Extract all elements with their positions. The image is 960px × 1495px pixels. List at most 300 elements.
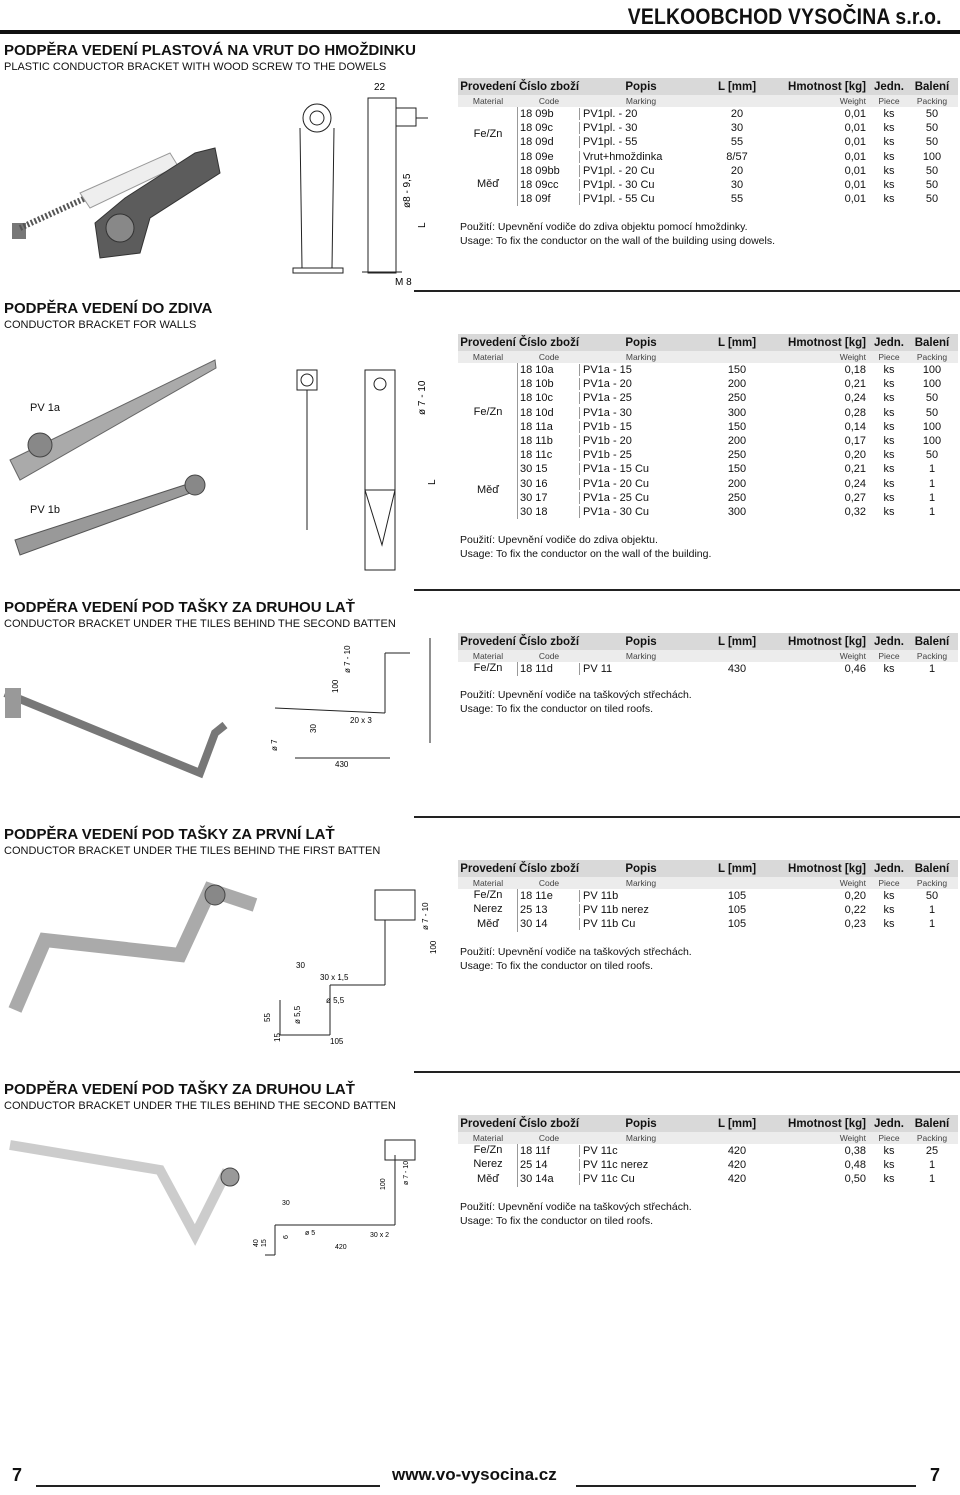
code-cell: 18 11f: [518, 1145, 580, 1157]
table-row: [518, 406, 958, 420]
wall-bracket-figure: [0, 340, 440, 570]
marking-cell: PV1a - 20 Cu: [583, 477, 650, 490]
unit-cell: ks: [883, 1159, 895, 1172]
packing-cell: 50: [925, 890, 939, 903]
code-cell: 18 09f: [518, 193, 580, 205]
th-material-en: Material: [472, 651, 504, 661]
material-label: Měď: [476, 178, 500, 191]
packing-cell: 50: [925, 392, 939, 405]
th-code: Číslo zboží: [518, 635, 580, 648]
weight-cell: 0,27: [844, 491, 866, 504]
section-subtitle: PLASTIC CONDUCTOR BRACKET WITH WOOD SCREW TO THE DOWELS: [4, 61, 387, 73]
weight-cell: 0,23: [844, 918, 866, 931]
th-code-en: Code: [538, 878, 560, 888]
packing-cell: 100: [922, 364, 942, 377]
section-subtitle: CONDUCTOR BRACKET UNDER THE TILES BEHIND THE SECOND BATTEN: [4, 1100, 396, 1112]
table-row: [518, 363, 958, 377]
length-cell: 420: [727, 1173, 747, 1186]
usage-cz: Použití: Upevnění vodiče do zdiva objektu.: [460, 534, 658, 546]
th-length: L [mm]: [717, 336, 757, 349]
th-marking: Popis: [625, 336, 657, 349]
unit-cell: ks: [883, 918, 895, 931]
first-batten-photo: [15, 885, 255, 1010]
table-row: [518, 1158, 958, 1172]
th-unit-en: Piece: [878, 878, 900, 888]
pv1b-photo: [15, 475, 205, 555]
th-length: L [mm]: [717, 862, 757, 875]
tile-bracket-drawing: [275, 638, 430, 758]
second-batten-photo: [10, 1145, 239, 1235]
th-packing-en: Packing: [916, 352, 948, 362]
packing-cell: 50: [925, 449, 939, 462]
dim-label: 20 x 3: [350, 716, 372, 725]
th-packing: Balení: [914, 862, 950, 875]
th-kg: [kg]: [844, 635, 866, 648]
table-row: [518, 135, 958, 149]
weight-cell: 0,20: [844, 890, 866, 903]
unit-cell: ks: [883, 491, 895, 504]
weight-cell: 0,24: [844, 392, 866, 405]
data-rows: [518, 107, 958, 206]
packing-cell: 1: [928, 918, 936, 931]
unit-cell: ks: [883, 663, 895, 676]
length-cell: 20: [730, 108, 744, 121]
packing-cell: 100: [922, 435, 942, 448]
packing-cell: 50: [925, 108, 939, 121]
product-table: [458, 1115, 958, 1187]
th-marking: Popis: [625, 80, 657, 93]
code-cell: 25 13: [518, 904, 580, 916]
section-subtitle: CONDUCTOR BRACKET UNDER THE TILES BEHIND THE FIRST BATTEN: [4, 845, 381, 857]
dim-label: 420: [335, 1244, 347, 1251]
usage-cz: Použití: Upevnění vodiče na taškových střechách.: [460, 689, 692, 701]
table-body: [458, 889, 958, 932]
unit-cell: ks: [883, 150, 895, 163]
table-row: [518, 420, 958, 434]
packing-cell: 100: [922, 420, 942, 433]
marking-cell: PV1a - 30 Cu: [583, 505, 650, 518]
material-label: Měď: [476, 1172, 500, 1185]
section-divider: [414, 816, 960, 818]
length-cell: 105: [727, 890, 747, 903]
code-cell: 18 09c: [518, 122, 580, 134]
packing-cell: 1: [928, 1173, 936, 1186]
table-header-cz: [458, 860, 958, 877]
dim-label: 30 x 1,5: [320, 973, 349, 982]
dim-label: 40: [253, 1239, 260, 1247]
length-cell: 30: [730, 122, 744, 135]
code-cell: 18 11c: [518, 449, 580, 461]
usage-text: [460, 688, 692, 716]
length-cell: 55: [730, 136, 744, 149]
weight-cell: 0,28: [844, 406, 866, 419]
length-cell: 420: [727, 1145, 747, 1158]
material-label: Fe/Zn: [473, 405, 503, 418]
th-code: Číslo zboží: [518, 1117, 580, 1130]
th-weight-en: Weight: [839, 878, 866, 888]
th-material-en: Material: [472, 352, 504, 362]
th-weight: Hmotnost: [788, 862, 842, 875]
th-material: Provedení: [460, 1117, 516, 1130]
code-cell: 18 11d: [518, 663, 580, 675]
dim-label: 30 x 2: [370, 1232, 390, 1239]
th-unit: Jedn.: [873, 1117, 905, 1130]
data-rows: [518, 889, 958, 932]
th-code-en: Code: [538, 96, 560, 106]
table-header-cz: [458, 334, 958, 351]
usage-en: Usage: To fix the conductor on the wall of the building using dowels.: [460, 235, 775, 247]
table-body: [458, 662, 958, 676]
unit-cell: ks: [883, 364, 895, 377]
section-divider: [414, 290, 960, 292]
length-cell: 8/57: [726, 150, 748, 163]
table-header-en: [458, 1132, 958, 1144]
weight-cell: 0,01: [844, 179, 866, 192]
length-cell: 200: [727, 477, 747, 490]
code-cell: 18 10d: [518, 407, 580, 419]
length-cell: 150: [727, 364, 747, 377]
th-weight: Hmotnost: [788, 80, 842, 93]
packing-cell: 1: [928, 1159, 936, 1172]
usage-cz: Použití: Upevnění vodiče na taškových střechách.: [460, 1201, 692, 1213]
material-label: Nerez: [473, 903, 503, 916]
marking-cell: PV1a - 30: [583, 406, 632, 419]
th-marking-en: Marking: [625, 651, 657, 661]
photo-label-pv1a: PV 1a: [30, 402, 60, 414]
packing-cell: 50: [925, 179, 939, 192]
usage-cz: Použití: Upevnění vodiče do zdiva objektu pomocí hmoždinky.: [460, 221, 748, 233]
length-cell: 250: [727, 449, 747, 462]
unit-cell: ks: [883, 449, 895, 462]
first-batten-figure: [0, 860, 450, 1050]
dim-label: 430: [335, 760, 349, 769]
material-label: Fe/Zn: [473, 1144, 503, 1157]
th-marking: Popis: [625, 1117, 657, 1130]
usage-en: Usage: To fix the conductor on the wall of the building.: [460, 548, 712, 560]
th-unit-en: Piece: [878, 352, 900, 362]
weight-cell: 0,01: [844, 164, 866, 177]
dim-label: 100: [380, 1178, 387, 1190]
table-row: [518, 462, 958, 476]
table-row: [518, 107, 958, 121]
table-row: [518, 121, 958, 135]
packing-cell: 50: [925, 193, 939, 206]
length-cell: 55: [730, 193, 744, 206]
usage-text: [460, 1200, 692, 1228]
weight-cell: 0,21: [844, 463, 866, 476]
dim-label: ø 7 - 10: [343, 645, 352, 673]
code-cell: 18 10a: [518, 364, 580, 376]
table-row: [518, 192, 958, 206]
footer-url[interactable]: www.vo-vysocina.cz: [392, 1465, 557, 1484]
th-packing: Balení: [914, 1117, 950, 1130]
th-material-en: Material: [472, 96, 504, 106]
th-code: Číslo zboží: [518, 336, 580, 349]
dim-label: 55: [263, 1013, 272, 1022]
th-material: Provedení: [460, 635, 516, 648]
table-row: [518, 178, 958, 192]
pv1a-photo: [10, 360, 216, 480]
table-row: [518, 917, 958, 931]
code-cell: 25 14: [518, 1159, 580, 1171]
marking-cell: Vrut+hmoždinka: [583, 150, 663, 163]
th-unit: Jedn.: [873, 336, 905, 349]
packing-cell: 100: [922, 150, 942, 163]
weight-cell: 0,18: [844, 364, 866, 377]
dim-label: 22: [374, 82, 386, 93]
packing-cell: 50: [925, 136, 939, 149]
material-label: Fe/Zn: [473, 889, 503, 902]
packing-cell: 1: [928, 505, 936, 518]
dim-label: M 8: [395, 277, 412, 288]
table-header-cz: [458, 633, 958, 650]
section-title: PODPĚRA VEDENÍ DO ZDIVA: [4, 300, 213, 317]
brand-title: VELKOOBCHOD VYSOČINA s.r.o.: [628, 4, 942, 29]
dim-label: 15: [261, 1239, 268, 1247]
th-unit: Jedn.: [873, 80, 905, 93]
marking-cell: PV 11c: [583, 1145, 618, 1158]
th-unit: Jedn.: [873, 862, 905, 875]
code-cell: 30 14a: [518, 1173, 580, 1185]
weight-cell: 0,01: [844, 150, 866, 163]
marking-cell: PV 11: [583, 663, 613, 676]
length-cell: 150: [727, 463, 747, 476]
th-material: Provedení: [460, 336, 516, 349]
usage-text: [460, 945, 692, 973]
weight-cell: 0,20: [844, 449, 866, 462]
section-title: PODPĚRA VEDENÍ POD TAŠKY ZA DRUHOU LAŤ: [4, 1081, 355, 1098]
code-cell: 18 09cc: [518, 179, 580, 191]
table-row: [518, 889, 958, 903]
th-material-en: Material: [472, 1133, 504, 1143]
dim-label: ø 7: [270, 739, 279, 751]
material-column: [458, 363, 518, 519]
unit-cell: ks: [883, 392, 895, 405]
packing-cell: 50: [925, 122, 939, 135]
dim-label: ø 7 - 10: [421, 902, 430, 930]
th-unit-en: Piece: [878, 1133, 900, 1143]
th-marking: Popis: [625, 862, 657, 875]
section-title: PODPĚRA VEDENÍ POD TAŠKY ZA PRVNÍ LAŤ: [4, 826, 335, 843]
data-rows: [518, 363, 958, 519]
th-weight-en: Weight: [839, 1133, 866, 1143]
product-table: [458, 78, 958, 206]
table-header-en: [458, 877, 958, 889]
length-cell: 420: [727, 1159, 747, 1172]
th-unit: Jedn.: [873, 635, 905, 648]
code-cell: 18 09d: [518, 136, 580, 148]
footer-rule-right: [576, 1485, 916, 1487]
length-cell: 105: [727, 918, 747, 931]
weight-cell: 0,22: [844, 904, 866, 917]
weight-cell: 0,01: [844, 136, 866, 149]
table-body: [458, 1144, 958, 1187]
material-label: Fe/Zn: [473, 662, 503, 675]
table-body: [458, 107, 958, 206]
dim-label: 100: [331, 679, 340, 693]
th-code-en: Code: [538, 651, 560, 661]
material-column: [458, 1144, 518, 1187]
page-number-left: 7: [12, 1465, 23, 1485]
section-subtitle: CONDUCTOR BRACKET UNDER THE TILES BEHIND THE SECOND BATTEN: [4, 618, 396, 630]
material-label: Fe/Zn: [473, 128, 503, 141]
material-column: [458, 662, 518, 676]
section-divider: [414, 589, 960, 591]
dim-label: 30: [282, 1200, 290, 1207]
table-row: [518, 1144, 958, 1158]
marking-cell: PV1a - 15 Cu: [583, 463, 650, 476]
th-weight: Hmotnost: [788, 336, 842, 349]
th-length: L [mm]: [717, 80, 757, 93]
marking-cell: PV1a - 25: [583, 392, 632, 405]
dim-label: 105: [330, 1037, 344, 1046]
th-marking-en: Marking: [625, 878, 657, 888]
plastic-bracket-figure: [0, 78, 440, 288]
unit-cell: ks: [883, 122, 895, 135]
th-kg: [kg]: [844, 336, 866, 349]
table-row: [518, 434, 958, 448]
table-row: [518, 448, 958, 462]
packing-cell: 50: [925, 164, 939, 177]
th-code-en: Code: [538, 1133, 560, 1143]
table-header-en: [458, 351, 958, 363]
code-cell: 30 16: [518, 478, 580, 490]
dim-label: 30: [296, 961, 305, 970]
weight-cell: 0,48: [844, 1159, 866, 1172]
bracket-drawing-side: [362, 98, 428, 273]
usage-en: Usage: To fix the conductor on tiled roofs.: [460, 1215, 653, 1227]
packing-cell: 1: [928, 477, 936, 490]
marking-cell: PV1b - 15: [583, 420, 632, 433]
th-marking-en: Marking: [625, 96, 657, 106]
th-kg: [kg]: [844, 862, 866, 875]
weight-cell: 0,01: [844, 193, 866, 206]
length-cell: 250: [727, 392, 747, 405]
bracket-drawing-front: [293, 104, 343, 273]
section-title: PODPĚRA VEDENÍ POD TAŠKY ZA DRUHOU LAŤ: [4, 599, 355, 616]
th-code-en: Code: [538, 352, 560, 362]
th-material: Provedení: [460, 80, 516, 93]
packing-cell: 1: [928, 463, 936, 476]
tile-bracket-photo: [5, 688, 225, 773]
marking-cell: PV1pl. - 30: [583, 122, 638, 135]
length-cell: 150: [727, 420, 747, 433]
packing-cell: 1: [928, 663, 936, 676]
length-cell: 250: [727, 491, 747, 504]
code-cell: 18 09b: [518, 108, 580, 120]
section-subtitle: CONDUCTOR BRACKET FOR WALLS: [4, 319, 197, 331]
th-packing: Balení: [914, 635, 950, 648]
length-cell: 300: [727, 406, 747, 419]
marking-cell: PV1b - 25: [583, 449, 632, 462]
dim-label: L: [427, 479, 438, 485]
second-batten-figure: [0, 1115, 450, 1265]
marking-cell: PV 11b nerez: [583, 904, 649, 917]
packing-cell: 1: [928, 491, 936, 504]
section-divider: [414, 1071, 960, 1073]
code-cell: 30 14: [518, 918, 580, 930]
product-table: [458, 334, 958, 519]
material-label: Nerez: [473, 1158, 503, 1171]
code-cell: 18 11b: [518, 435, 580, 447]
usage-cz: Použití: Upevnění vodiče na taškových střechách.: [460, 946, 692, 958]
dim-label: ø 5,5: [293, 1005, 302, 1024]
data-rows: [518, 1144, 958, 1187]
code-cell: 18 09bb: [518, 165, 580, 177]
header-rule: [0, 30, 960, 34]
length-cell: 105: [727, 904, 747, 917]
material-label: Měď: [476, 917, 500, 930]
unit-cell: ks: [883, 420, 895, 433]
unit-cell: ks: [883, 904, 895, 917]
dim-label: 15: [273, 1033, 282, 1042]
th-marking-en: Marking: [625, 352, 657, 362]
marking-cell: PV 11c Cu: [583, 1173, 635, 1186]
th-marking-en: Marking: [625, 1133, 657, 1143]
dim-label: L: [417, 222, 428, 228]
section-title: PODPĚRA VEDENÍ PLASTOVÁ NA VRUT DO HMOŽDINKU: [4, 42, 416, 59]
table-row: [518, 1172, 958, 1186]
code-cell: 18 10b: [518, 378, 580, 390]
unit-cell: ks: [883, 477, 895, 490]
product-table: [458, 633, 958, 676]
length-cell: 200: [727, 435, 747, 448]
th-weight: Hmotnost: [788, 1117, 842, 1130]
footer-rule-left: [36, 1485, 380, 1487]
data-rows: [518, 662, 958, 676]
unit-cell: ks: [883, 890, 895, 903]
marking-cell: PV 11b: [583, 890, 619, 903]
page-number-right: 7: [930, 1465, 941, 1485]
table-row: [518, 164, 958, 178]
usage-text: [460, 533, 711, 561]
weight-cell: 0,14: [844, 420, 866, 433]
dim-label: 30: [309, 724, 318, 733]
dim-label: 6: [283, 1235, 290, 1239]
usage-en: Usage: To fix the conductor on tiled roofs.: [460, 703, 653, 715]
unit-cell: ks: [883, 463, 895, 476]
table-row: [518, 377, 958, 391]
weight-cell: 0,46: [844, 663, 866, 676]
marking-cell: PV1b - 20: [583, 435, 632, 448]
th-packing-en: Packing: [916, 1133, 948, 1143]
dim-label: 100: [429, 940, 438, 954]
table-row: [518, 491, 958, 505]
unit-cell: ks: [883, 136, 895, 149]
unit-cell: ks: [883, 108, 895, 121]
weight-cell: 0,21: [844, 378, 866, 391]
weight-cell: 0,01: [844, 122, 866, 135]
marking-cell: PV1a - 20: [583, 378, 632, 391]
th-unit-en: Piece: [878, 96, 900, 106]
marking-cell: PV1pl. - 30 Cu: [583, 179, 655, 192]
dim-label: ø8 - 9,5: [402, 173, 413, 208]
dim-label: ø 5,5: [326, 996, 345, 1005]
th-weight-en: Weight: [839, 352, 866, 362]
table-header-en: [458, 650, 958, 662]
weight-cell: 0,01: [844, 108, 866, 121]
th-packing: Balení: [914, 80, 950, 93]
th-kg: [kg]: [844, 1117, 866, 1130]
th-material-en: Material: [472, 878, 504, 888]
th-code: Číslo zboží: [518, 80, 580, 93]
length-cell: 30: [730, 179, 744, 192]
packing-cell: 1: [928, 904, 936, 917]
length-cell: 20: [730, 164, 744, 177]
weight-cell: 0,24: [844, 477, 866, 490]
unit-cell: ks: [883, 164, 895, 177]
table-row: [518, 662, 958, 676]
